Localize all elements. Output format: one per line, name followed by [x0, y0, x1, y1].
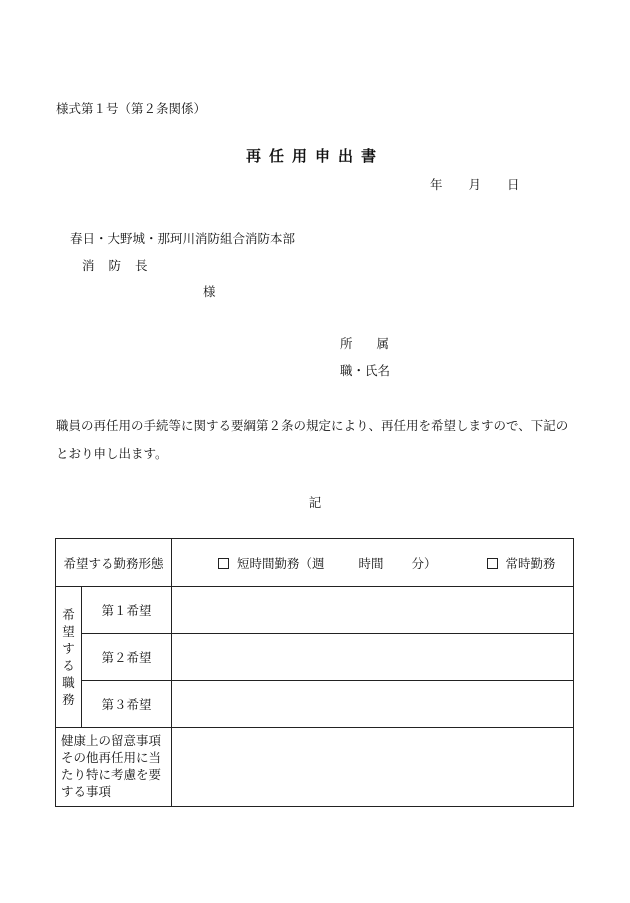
table-row [56, 587, 574, 634]
document-title: 再任用申出書 [245, 147, 384, 165]
work-type-options [172, 539, 574, 587]
health-notes-field[interactable] [172, 728, 574, 807]
checkbox-full-time[interactable] [487, 558, 498, 569]
recipient-position: 消防長 [82, 258, 162, 273]
duty-label-char: 希 [62, 607, 75, 622]
ki-heading: 記 [308, 495, 322, 510]
health-notes-label: 健康上の留意事項その他再任用に当たり特に考慮を要する事項 [56, 728, 172, 807]
preference-3-label: 第３希望 [82, 681, 172, 728]
duty-label-char: 望 [62, 624, 75, 639]
option-short-time[interactable] [218, 554, 437, 572]
date-year-label: 年 [430, 177, 443, 192]
preference-1-label: 第１希望 [82, 587, 172, 634]
work-type-label: 希望する勤務形態 [56, 539, 172, 587]
option-short-hours: 時間 [358, 555, 384, 571]
date-month-label: 月 [468, 177, 482, 192]
form-number: 様式第１号（第２条関係） [56, 101, 207, 116]
duty-label-char: 務 [62, 692, 75, 707]
preference-2-label: 第２希望 [82, 634, 172, 681]
date-line [430, 175, 546, 193]
preference-3-field[interactable] [172, 681, 574, 728]
checkbox-short-time[interactable] [218, 558, 229, 569]
affiliation-label: 所属 [340, 336, 414, 351]
name-label: 職・氏名 [340, 363, 391, 378]
option-full-time[interactable] [487, 554, 556, 572]
table-row [56, 728, 574, 807]
option-short-prefix: 短時間勤務（週 [237, 555, 325, 571]
recipient-organization: 春日・大野城・那珂川消防組合消防本部 [70, 231, 296, 246]
desired-duty-label [56, 587, 82, 728]
preference-1-field[interactable] [172, 587, 574, 634]
table-row [56, 634, 574, 681]
application-table [55, 538, 574, 807]
table-row [56, 681, 574, 728]
option-full-label: 常時勤務 [505, 555, 556, 571]
name-field[interactable] [340, 361, 390, 379]
duty-label-char: す [62, 641, 75, 656]
duty-label-char: る [62, 658, 75, 673]
option-short-minutes: 分） [411, 555, 437, 571]
body-text: 職員の再任用の手続等に関する要綱第２条の規定により、再任用を希望しますので、下記のとおり申し出ます。 [56, 418, 569, 461]
preference-2-field[interactable] [172, 634, 574, 681]
table-row [56, 539, 574, 587]
duty-label-char: 職 [62, 675, 75, 690]
recipient-honorific: 様 [203, 284, 216, 299]
affiliation-field[interactable] [340, 334, 413, 352]
date-day-label: 日 [507, 177, 520, 192]
